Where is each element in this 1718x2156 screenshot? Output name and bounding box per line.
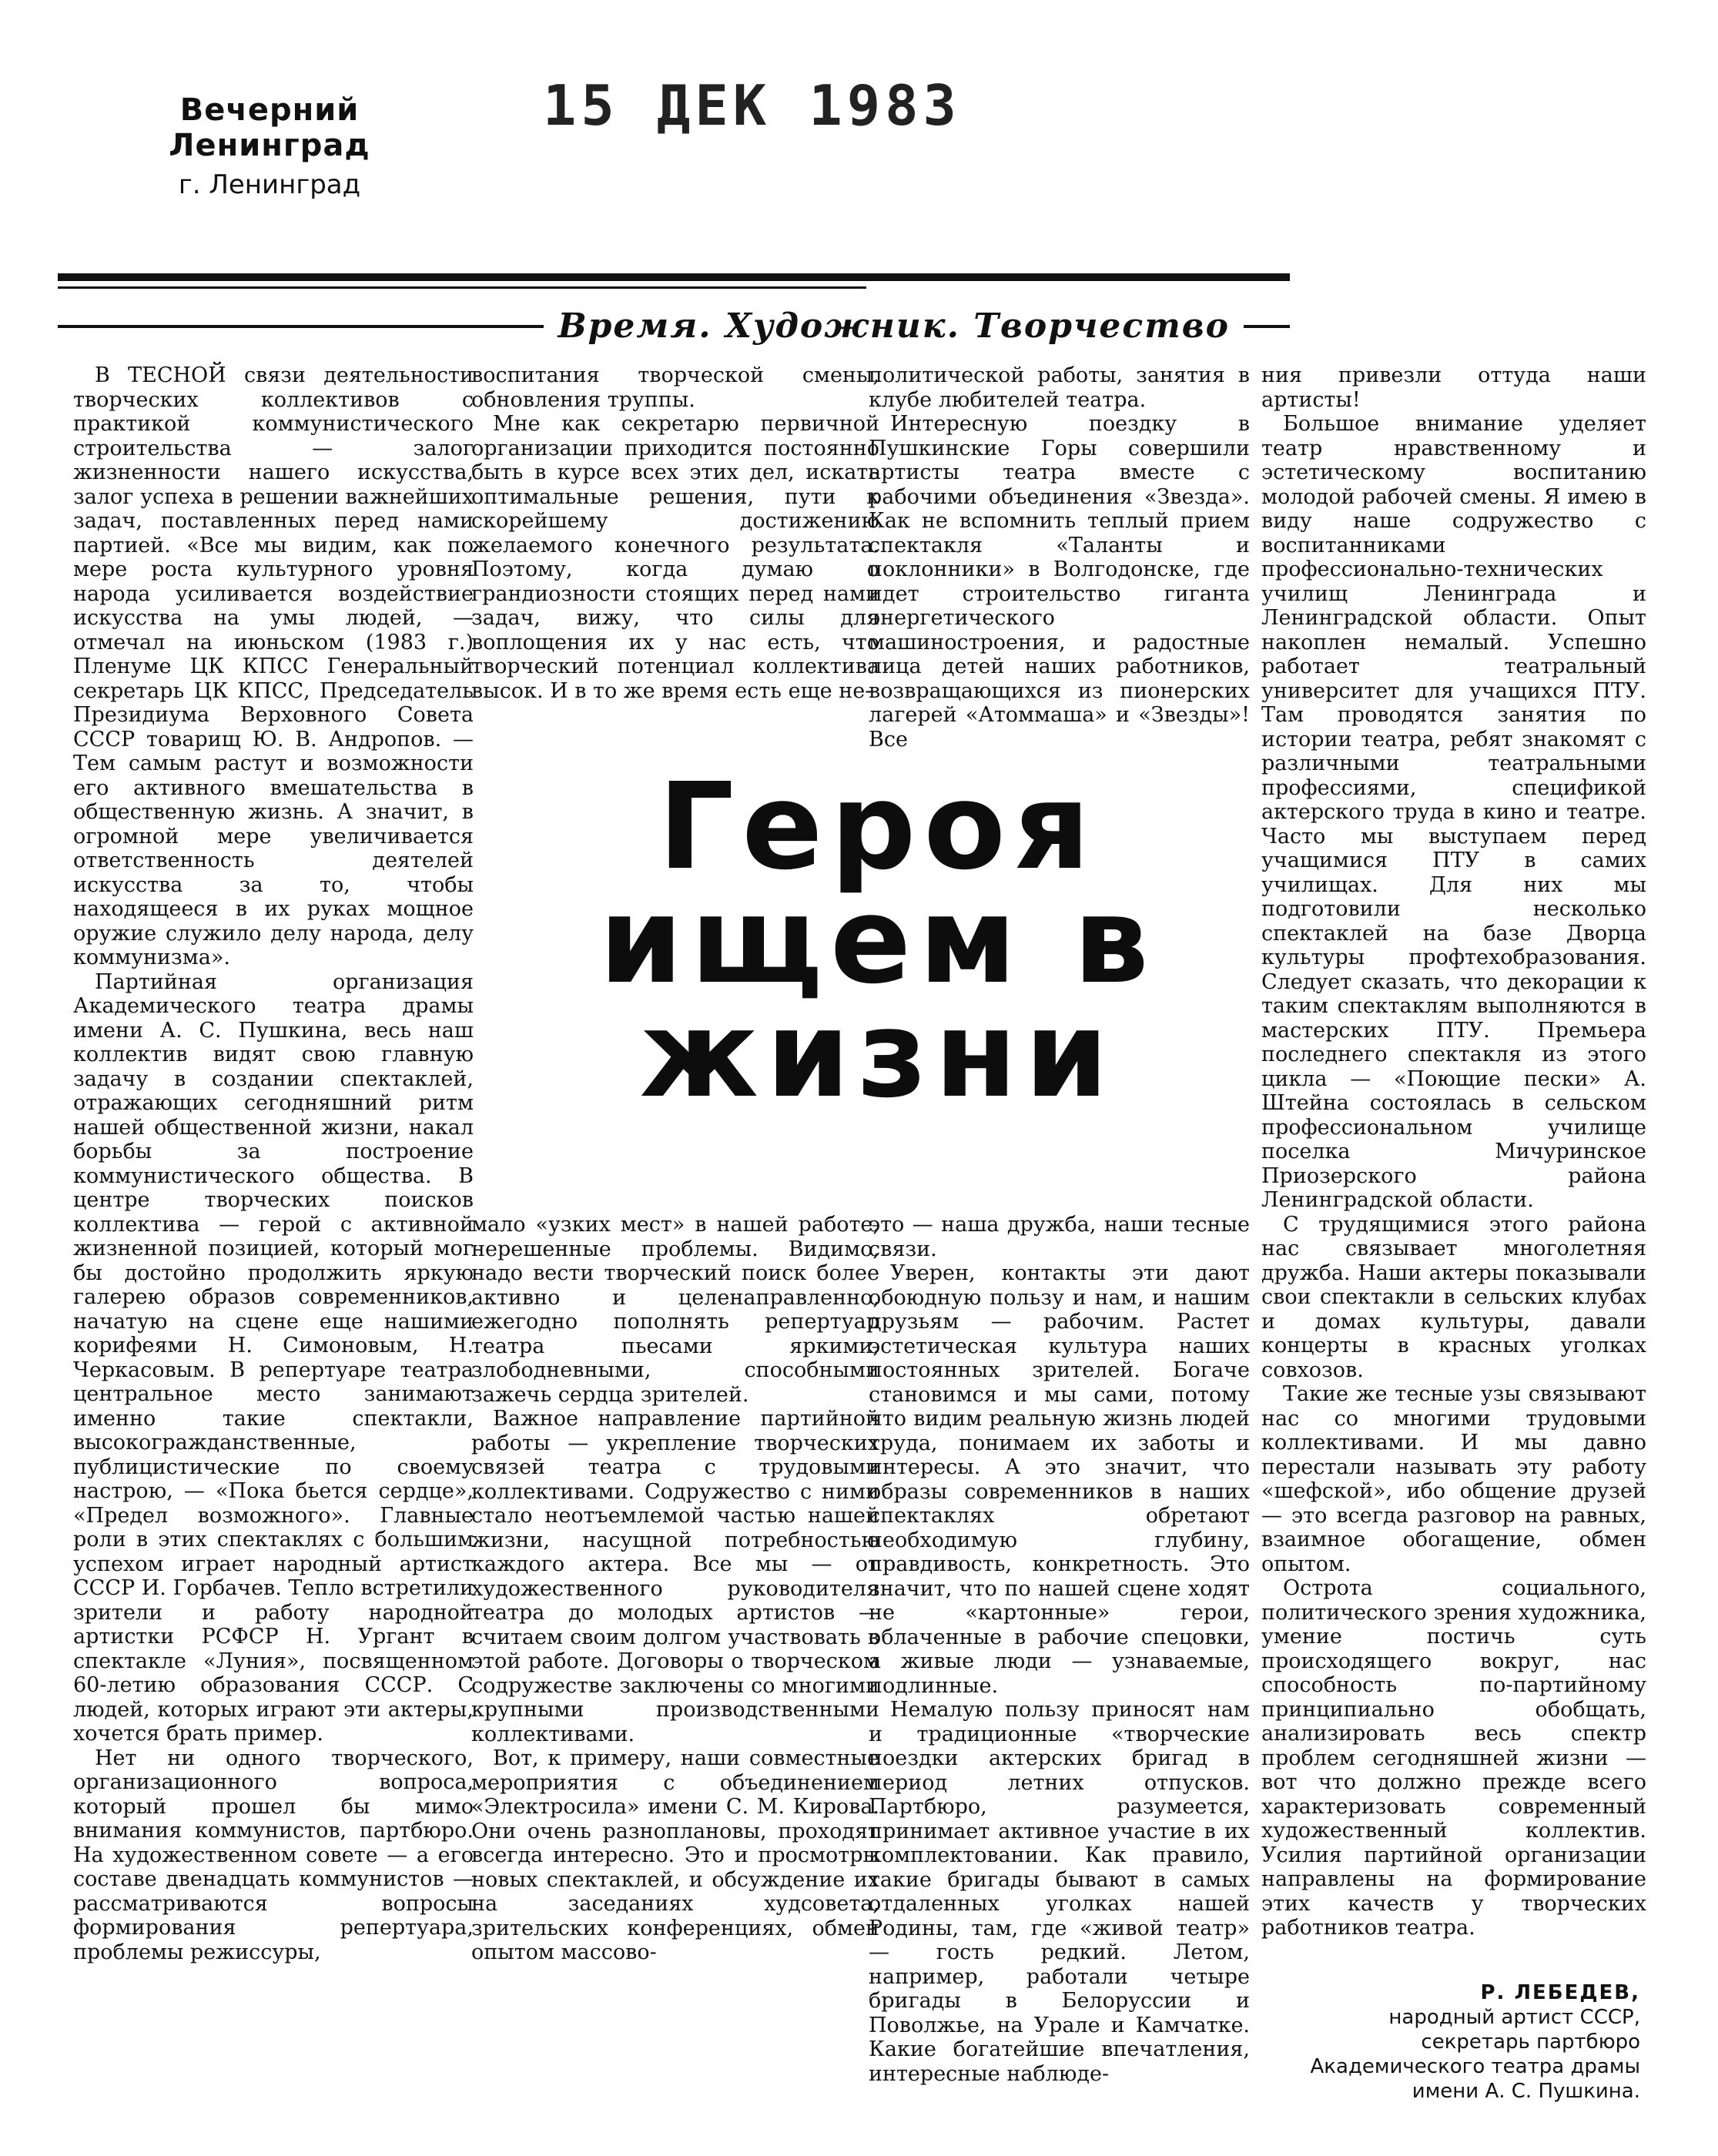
paragraph: С трудящимися этого района нас связывает многолетняя дружба. Наши актеры показывали свои спектакли в сельских клубах и домах культуры, давали концерты в красных уголках совхозов. xyxy=(1261,1212,1646,1382)
top-rule xyxy=(58,273,1290,281)
column-4 xyxy=(1261,363,1646,1940)
paragraph: Большое внимание уделяет театр нравственному и эстетическому воспитанию молодой рабочей смены. Я имею в виду наше содружество с воспитанниками профессионально-технических училищ Ленинграда и Ленинградской области. Опыт накоплен немалый. Успешно работает театральный университет для учащихся ПТУ. Там проводятся занятия по истории театра, ребят знакомят с различными театральными профессиями, спецификой актерского труда в кино и театре. Часто мы выступаем перед учащимися ПТУ в самих училищах. Для них мы подготовили несколько спектаклей на базе Дворца культуры профтехобразования. Следует сказать, что декорации к таким спектаклям выполняются в мастерских ПТУ. Премьера последнего спектакля из этого цикла — «Поющие пески» А. Штейна состоялась в сельском профессиональном училище поселка Мичуринское Приозерского района Ленинградской области. xyxy=(1261,412,1646,1212)
paragraph: ния привезли оттуда наши артисты! xyxy=(1261,363,1646,412)
paragraph: мало «узких мест» в нашей работе, нерешенные проблемы. Видимо, надо вести творческий поиск более активно и целенаправленно, ежегодно пополнять репертуар театра пьесами яркими, злободневными, способными зажечь сердца зрителей. xyxy=(471,1213,879,1407)
paragraph: Такие же тесные узы связывают нас со многими трудовыми коллективами. И мы давно перестали называть эту работу «шефской», ибо общение друзей — это всегда разговор на равных, взаимное обогащение, обмен опытом. xyxy=(1261,1382,1646,1576)
section-dash-right xyxy=(1244,325,1290,328)
paragraph: Уверен, контакты эти дают обоюдную пользу и нам, и нашим друзьям — рабочим. Растет эстетическая культура наших постоянных зрителей. Богаче становимся и мы сами, потому что видим реальную жизнь людей труда, понимаем их заботы и интересы. А это значит, что образы современников в наших спектаклях обретают необходимую глубину, правдивость, конкретность. Это значит, что по нашей сцене ходят не «картонные» герои, облаченные в рабочие спецовки, а живые люди — узнаваемые, подлинные. xyxy=(869,1261,1250,1698)
paragraph: Нет ни одного творческого, организационного вопроса, который прошел бы мимо внимания коммунистов, партбюро. На художественном совете — а его составе двенадцать коммунистов — рассматриваются вопросы формирования репертуара, проблемы режиссуры, xyxy=(73,1746,474,1964)
newspaper-name: Вечерний Ленинград xyxy=(169,92,370,163)
newspaper-city: г. Ленинград xyxy=(178,169,361,200)
date-stamp: 15 ДЕК 1983 xyxy=(543,73,961,138)
column-3-top xyxy=(869,363,1250,752)
author-role: народный артист СССР, секретарь партбюро Академического театра драмы имени А. С. Пушкина. xyxy=(1310,2006,1640,2103)
paragraph: политической работы, занятия в клубе любителей театра. xyxy=(869,363,1250,412)
paragraph: Мне как секретарю первичной организации приходится постоянно быть в курсе всех этих дел, искать оптимальные решения, пути к скорейшему достижению желаемого конечного результата. Поэтому, когда думаю о грандиозности стоящих перед нами задач, вижу, что силы для воплощения их у нас есть, что творческий потенциал коллектива высок. И в то же время есть еще не- xyxy=(471,412,879,703)
author-name: Р. ЛЕБЕДЕВ, xyxy=(1480,1981,1640,2004)
paragraph: Интересную поездку в Пушкинские Горы совершили артисты театра вместе с рабочими объединения «Звезда». Как не вспомнить теплый прием спектакля «Таланты и поклонники» в Волгодонске, где идет строительство гиганта энергетического машиностроения, и радостные лица детей наших работников, возвращающихся из пионерских лагерей «Атоммаша» и «Звезды»! Все xyxy=(869,412,1250,752)
article-headline: Героя ищем в жизни xyxy=(599,757,1157,1124)
paragraph: Партийная организация Академического театра драмы имени А. С. Пушкина, весь наш коллектив видят свою главную задачу в создании спектаклей, отражающих сегодняшний ритм нашей общественной жизни, накал борьбы за построение коммунистического общества. В центре творческих поисков коллектива — герой с активной жизненной позицией, который мог бы достойно продолжить яркую галерею образов современников, начатую на сцене еще нашими корифеями Н. Симоновым, Н. Черкасовым. В репертуаре театра центральное место занимают именно такие спектакли, высокогражданственные, публицистические по своему настрою, — «Пока бьется сердце», «Предел возможного». Главные роли в этих спектаклях с большим успехом играет народный артист СССР И. Горбачев. Тепло встретили зрители и работу народной артистки РСФСР Н. Ургант в спектакле «Луния», посвященном 60-летию образования СССР. С людей, которых играют эти актеры, хочется брать пример. xyxy=(73,969,474,1746)
paragraph: это — наша дружба, наши тесные связи. xyxy=(869,1213,1250,1261)
paragraph: Вот, к примеру, наши совместные мероприятия с объединением «Электросила» имени С. М. Кирова. Они очень разноплановы, проходят всегда интересно. Это и просмотры новых спектаклей, и обсуждение их на заседаниях худсовета, зрительских конференциях, обмен опытом массово- xyxy=(471,1746,879,1964)
column-2-top xyxy=(471,363,879,703)
paragraph: В ТЕСНОЙ связи деятельности творческих коллективов с практикой коммунистического строительства — залог жизненности нашего искусства, залог успеха в решении важнейших задач, поставленных перед нами партией. «Все мы видим, как по мере роста культурного уровня народа усиливается воздействие искусства на умы людей, — отмечал на июньском (1983 г.) Пленуме ЦК КПСС Генеральный секретарь ЦК КПСС, Председатель Президиума Верховного Совета СССР товарищ Ю. В. Андропов. — Тем самым растут и возможности его активного вмешательства в общественную жизнь. А значит, в огромной мере увеличивается ответственность деятелей искусства за то, чтобы находящееся в их руках мощное оружие служило делу народа, делу коммунизма». xyxy=(73,363,474,969)
column-1 xyxy=(73,363,474,1964)
paragraph: воспитания творческой смены, обновления труппы. xyxy=(471,363,879,412)
section-title: Время. Художник. Творчество xyxy=(558,306,1230,346)
section-heading xyxy=(58,306,1290,346)
section-dash-left xyxy=(58,325,544,328)
paragraph: Острота социального, политического зрения художника, умение постичь суть происходящего вокруг, нас способность по-партийному принципиально обобщать, анализировать весь спектр проблем сегодняшней жизни — вот что должно прежде всего характеризовать современный художественный коллектив. Усилия партийной организации направлены на формирование этих качеств у творческих работников театра. xyxy=(1261,1576,1646,1940)
column-3-bottom xyxy=(869,1213,1250,2086)
paragraph: Немалую пользу приносят нам и традиционные «творческие поездки актерских бригад в период летних отпусков. Партбюро, разумеется, принимает активное участие в их комплектовании. Как правило, такие бригады бывают в самых отдаленных уголках нашей Родины, там, где «живой театр» — гость редкий. Летом, например, работали четыре бригады в Белоруссии и Поволжье, на Урале и Камчатке. Какие богатейшие впечатления, интересные наблюде- xyxy=(869,1698,1250,2086)
clipping-header xyxy=(116,92,424,200)
top-rule-thin xyxy=(58,286,866,289)
author-signature xyxy=(1309,1980,1640,2104)
column-2-bottom xyxy=(471,1213,879,1965)
paragraph: Важное направление партийной работы — укрепление творческих связей театра с трудовыми коллективами. Содружество с ними стало неотъемлемой частью нашей жизни, насущной потребностью каждого актера. Все мы — от художественного руководителя театра до молодых артистов — считаем своим долгом участвовать в этой работе. Договоры о творческом содружестве заключены со многими крупными производственными коллективами. xyxy=(471,1407,879,1746)
